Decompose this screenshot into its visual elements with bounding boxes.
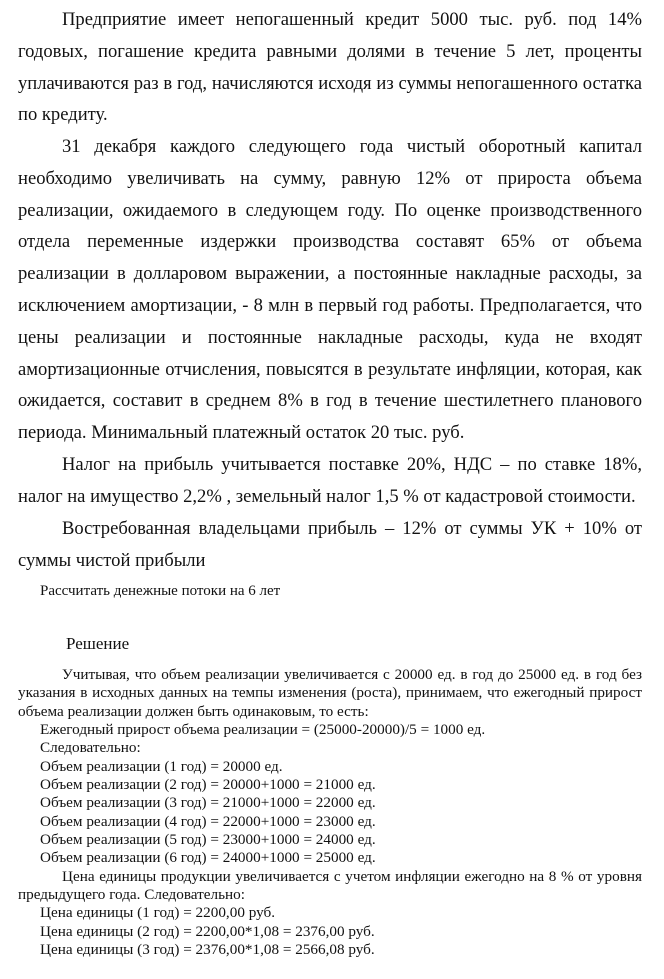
volume-line: Объем реализации (3 год) = 21000+1000 = 22000 ед. <box>40 794 376 812</box>
solution-increment: Ежегодный прирост объема реализации = (25000-20000)/5 = 1000 ед. <box>40 721 486 739</box>
solution-intro: Учитывая, что объем реализации увеличивается с 20000 ед. в год до 25000 ед. в год без указания в исходных данных на темпы изменения (роста), принимаем, что ежегодный прирост объема реализации должен быть одинаковым, то есть: <box>18 666 642 720</box>
volume-line: Объем реализации (1 год) = 20000 ед. <box>40 757 283 775</box>
price-line: Цена единицы (1 год) = 2200,00 руб. <box>40 904 276 922</box>
price-intro: Цена единицы продукции увеличивается с учетом инфляции ежегодно на 8 % от уровня предыдущего года. Следовательно: <box>18 867 642 904</box>
task-paragraph-2: 31 декабря каждого следующего года чистый оборотный капитал необходимо увеличивать на сумму, равную 12% от прироста объема реализации, ожидаемого в следующем году. По оценке производственного отдела переменные издержки производства составят 65% от объема реализации в долларовом выражении, а постоянные накладные расходы, за исключением амортизации, - 8 млн в первый год работы. Предполагается, что цены реализации и постоянные накладные расходы, куда не входят амортизационные отчисления, повысятся в результате инфляции, которая, как ожидается, составит в среднем 8% в год в течение шестилетнего планового периода. Минимальный платежный остаток 20 тыс. руб. <box>18 136 642 444</box>
volume-line: Объем реализации (5 год) = 23000+1000 = 24000 ед. <box>40 831 376 849</box>
volume-line: Объем реализации (6 год) = 24000+1000 = 25000 ед. <box>40 849 376 867</box>
assignment-line: Рассчитать денежные потоки на 6 лет <box>40 583 281 599</box>
task-paragraph-3: Налог на прибыль учитывается поставке 20%, НДС – по ставке 18%, налог на имущество 2,2% , земельный налог 1,5 % от кадастровой стоимости. <box>18 454 642 507</box>
solution-therefore: Следовательно: <box>40 739 141 757</box>
price-line: Цена единицы (2 год) = 2200,00*1,08 = 2376,00 руб. <box>40 922 375 940</box>
volume-line: Объем реализации (2 год) = 20000+1000 = 21000 ед. <box>40 776 376 794</box>
price-line: Цена единицы (3 год) = 2376,00*1,08 = 2566,08 руб. <box>40 941 375 959</box>
volume-line: Объем реализации (4 год) = 22000+1000 = 23000 ед. <box>40 812 376 830</box>
solution-heading: Решение <box>66 634 130 653</box>
task-paragraph-1: Предприятие имеет непогашенный кредит 5000 тыс. руб. под 14% годовых, погашение кредита равными долями в течение 5 лет, проценты уплачиваются раз в год, начисляются исходя из суммы непогашенного остатка по кредиту. <box>18 9 642 126</box>
task-paragraph-4: Востребованная владельцами прибыль – 12% от суммы УК + 10% от суммы чистой прибыли <box>18 518 642 571</box>
solution-body <box>18 666 642 960</box>
